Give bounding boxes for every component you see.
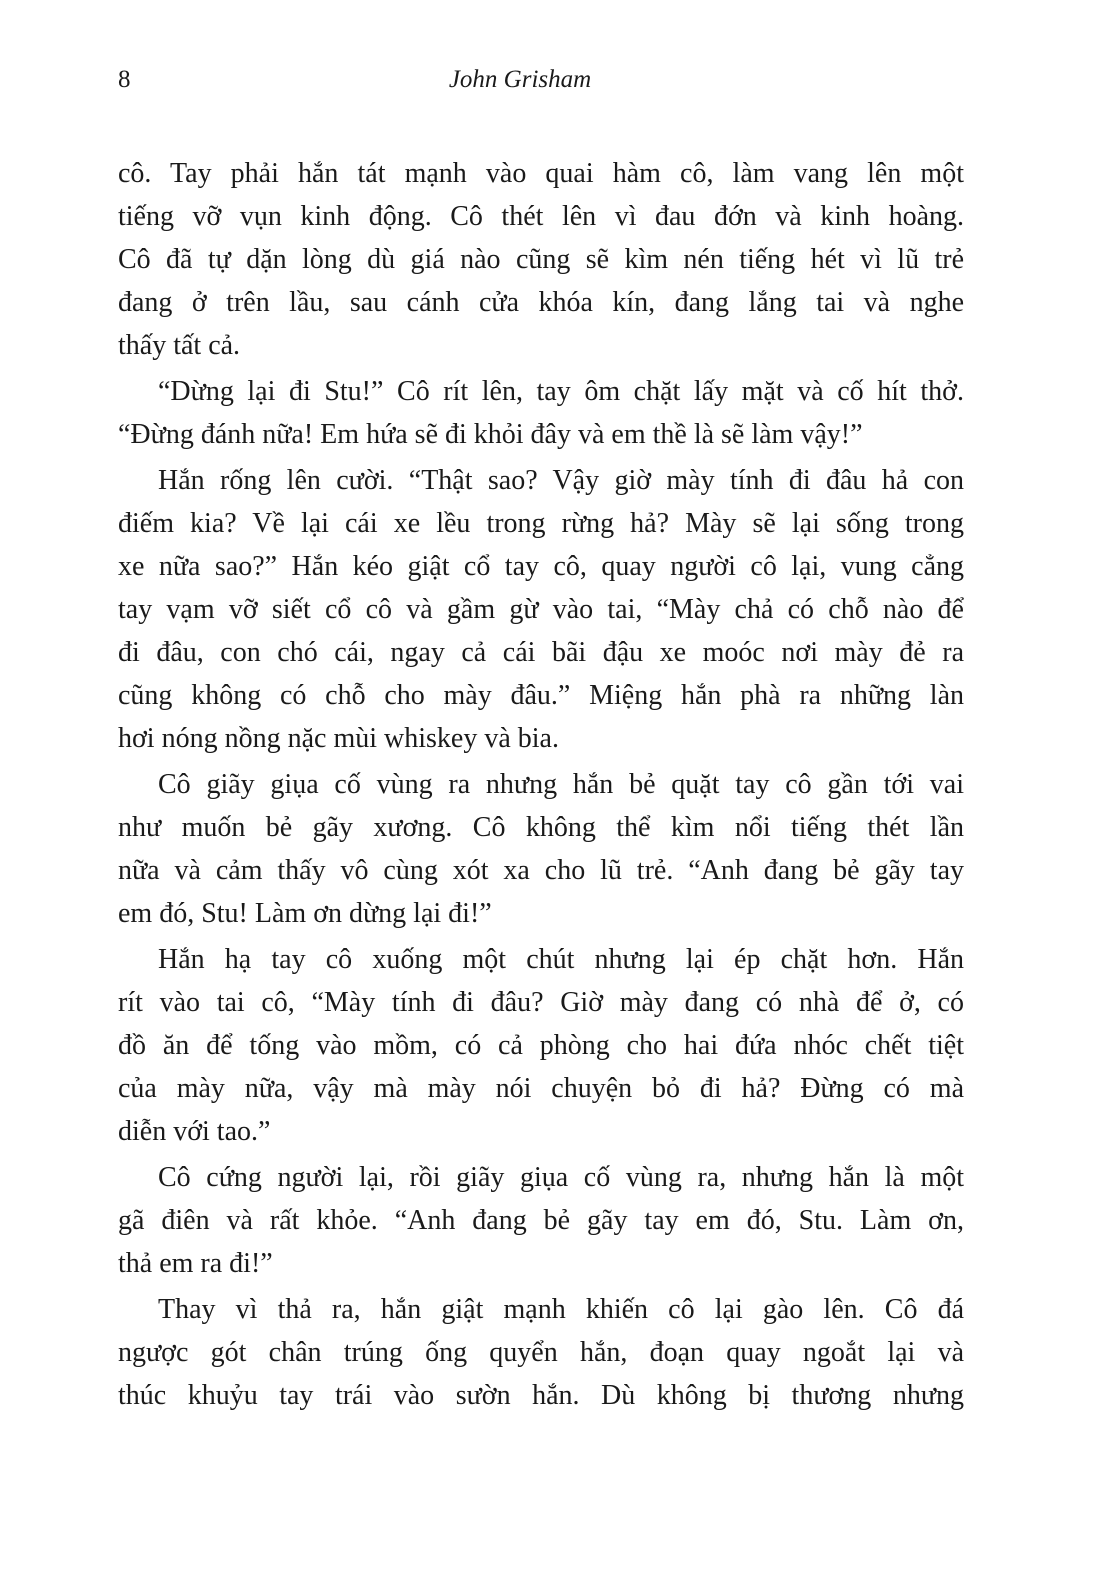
text-line: thấy tất cả. [118,330,241,361]
text-line: “Đừng đánh nữa! Em hứa sẽ đi khỏi đây và em thề là sẽ làm vậy!” [118,419,863,450]
body-text [118,152,964,1420]
paragraph [118,152,964,367]
text-line: tiếng vỡ vụn kinh động. Cô thét lên vì đau đớn và kinh hoàng. [118,201,964,232]
text-line: thúc khuỷu tay trái vào sườn hắn. Dù không bị thương nhưng [118,1380,964,1411]
text-line: đi đâu, con chó cái, ngay cả cái bãi đậu xe moóc nơi mày đẻ ra [118,637,964,668]
text-line: đang ở trên lầu, sau cánh cửa khóa kín, đang lắng tai và nghe [118,287,964,318]
text-line: Cô giãy giụa cố vùng ra nhưng hắn bẻ quặt tay cô gần tới vai [158,769,964,800]
text-line: Hắn rống lên cười. “Thật sao? Vậy giờ mày tính đi đâu hả con [158,465,964,496]
text-line: Thay vì thả ra, hắn giật mạnh khiến cô lại gào lên. Cô đá [158,1294,964,1325]
text-line: Hắn hạ tay cô xuống một chút nhưng lại ép chặt hơn. Hắn [158,944,964,975]
paragraph [118,1156,964,1285]
text-line: cô. Tay phải hắn tát mạnh vào quai hàm cô, làm vang lên một [118,158,964,189]
text-line: Cô cứng người lại, rồi giãy giụa cố vùng ra, nhưng hắn là một [158,1162,964,1193]
text-line: hơi nóng nồng nặc mùi whiskey và bia. [118,723,559,754]
paragraph [118,763,964,935]
page-number: 8 [118,66,131,93]
text-line: Cô đã tự dặn lòng dù giá nào cũng sẽ kìm nén tiếng hét vì lũ trẻ [118,244,964,275]
text-line: tay vạm vỡ siết cổ cô và gầm gừ vào tai, “Mày chả có chỗ nào để [118,594,964,625]
paragraph [118,459,964,760]
text-line: gã điên và rất khỏe. “Anh đang bẻ gãy tay em đó, Stu. Làm ơn, [118,1205,964,1236]
paragraph [118,370,964,456]
text-line: em đó, Stu! Làm ơn dừng lại đi!” [118,898,492,929]
text-line: điếm kia? Về lại cái xe lều trong rừng hả? Mày sẽ lại sống trong [118,508,964,539]
text-line: diễn với tao.” [118,1116,271,1147]
paragraph [118,1288,964,1417]
text-line: thả em ra đi!” [118,1248,273,1279]
text-line: “Dừng lại đi Stu!” Cô rít lên, tay ôm chặt lấy mặt và cố hít thở. [158,376,964,407]
paragraph [118,938,964,1153]
text-line: đồ ăn để tống vào mồm, có cả phòng cho hai đứa nhóc chết tiệt [118,1030,964,1061]
text-line: như muốn bẻ gãy xương. Cô không thể kìm nổi tiếng thét lần [118,812,964,843]
text-line: của mày nữa, vậy mà mày nói chuyện bỏ đi hả? Đừng có mà [118,1073,964,1104]
text-line: ngược gót chân trúng ống quyển hắn, đoạn quay ngoắt lại và [118,1337,964,1368]
text-line: nữa và cảm thấy vô cùng xót xa cho lũ trẻ. “Anh đang bẻ gãy tay [118,855,964,886]
running-title: John Grisham [448,66,592,93]
text-line: rít vào tai cô, “Mày tính đi đâu? Giờ mày đang có nhà để ở, có [118,987,964,1018]
text-line: xe nữa sao?” Hắn kéo giật cổ tay cô, quay người cô lại, vung cẳng [118,551,964,582]
text-line: cũng không có chỗ cho mày đâu.” Miệng hắn phà ra những làn [118,680,964,711]
